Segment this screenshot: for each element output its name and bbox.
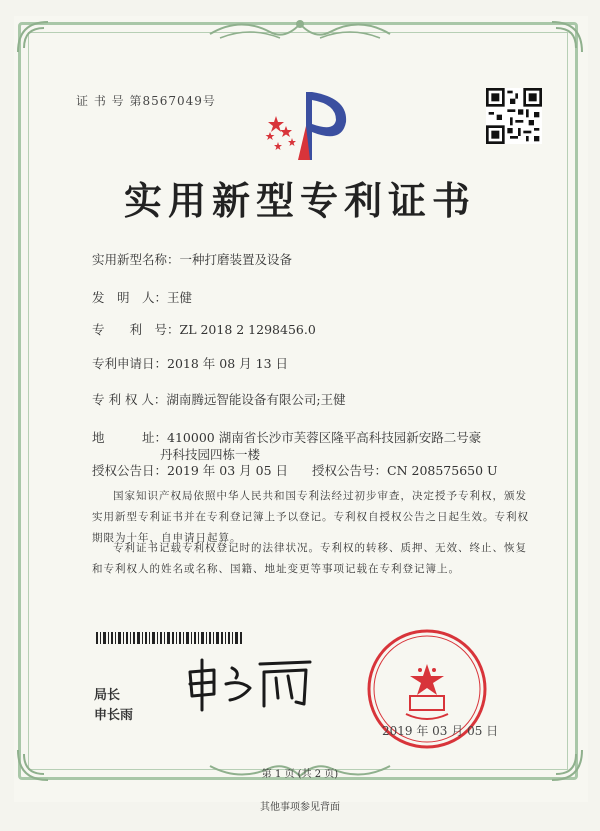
field-address bbox=[92, 428, 481, 446]
director-name: 申长雨 bbox=[94, 708, 134, 723]
field-label: 地 址： bbox=[92, 430, 168, 445]
legal-status-paragraph: 专利证书记载专利权登记时的法律状况。专利权的转移、质押、无效、终止、恢复和专利权人的姓名或名称、国籍、地址变更等事项记载在专利登记簿上。 bbox=[92, 542, 527, 575]
corner-ornament-icon bbox=[548, 18, 586, 56]
qr-code-icon bbox=[486, 88, 542, 144]
field-label: 专 利 号： bbox=[92, 322, 180, 337]
certificate-number bbox=[76, 92, 216, 109]
certificate-number-suffix: 号 bbox=[202, 94, 216, 108]
cnipa-logo-icon bbox=[262, 86, 352, 166]
field-value: 王健 bbox=[167, 290, 193, 305]
grant-statement-paragraph: 国家知识产权局依照中华人民共和国专利法经过初步审查，决定授予专利权，颁发实用新型专利证书并在专利登记簿上予以登记。专利权自授权公告之日起生效。专利权期限为十年，自申请日起算。 bbox=[92, 490, 529, 544]
seal-date: 2019 年 03 月 05 日 bbox=[382, 724, 499, 738]
corner-ornament-icon bbox=[14, 18, 52, 56]
field-application-date bbox=[92, 354, 288, 372]
field-label: 实用新型名称： bbox=[92, 252, 180, 267]
field-label: 专利申请日： bbox=[92, 356, 168, 371]
field-label: 授权公告日： bbox=[92, 463, 168, 478]
field-value: 一种打磨装置及设备 bbox=[179, 252, 293, 267]
field-value: 湖南腾远智能设备有限公司;王健 bbox=[166, 392, 346, 407]
handwritten-signature-icon bbox=[180, 654, 320, 714]
field-label: 授权公告号： bbox=[312, 463, 388, 478]
field-label: 发 明 人： bbox=[92, 290, 168, 305]
barcode-icon bbox=[96, 632, 244, 644]
field-patent-number bbox=[92, 320, 316, 338]
certificate-number-label: 证 书 号 第 bbox=[76, 94, 143, 108]
field-utility-name bbox=[92, 250, 292, 268]
field-grant-number bbox=[312, 461, 498, 479]
field-inventor bbox=[92, 288, 192, 306]
certificate-number-value: 8567049 bbox=[142, 94, 203, 108]
certificate-title: 实用新型专利证书 bbox=[123, 178, 476, 223]
field-value: CN 208575650 U bbox=[387, 463, 498, 478]
field-label: 专 利 权 人： bbox=[92, 392, 167, 407]
footer-note: 其他事项参见背面 bbox=[260, 802, 340, 813]
top-ornament-icon bbox=[200, 14, 400, 48]
page-number: 第 1 页 (共 2 页) bbox=[261, 769, 339, 780]
field-address-line2: 丹科技园四栋一楼 bbox=[160, 447, 261, 462]
field-value: ZL 2018 2 1298456.0 bbox=[179, 322, 316, 337]
field-value: 410000 湖南省长沙市芙蓉区隆平高科技园新安路二号豪 bbox=[167, 430, 482, 445]
field-grant-date bbox=[92, 461, 288, 479]
field-value: 2018 年 08 月 13 日 bbox=[167, 356, 289, 371]
field-patent-holder bbox=[92, 390, 346, 408]
field-value: 2019 年 03 月 05 日 bbox=[167, 463, 289, 478]
bureau-director-title: 局长 bbox=[94, 688, 121, 703]
